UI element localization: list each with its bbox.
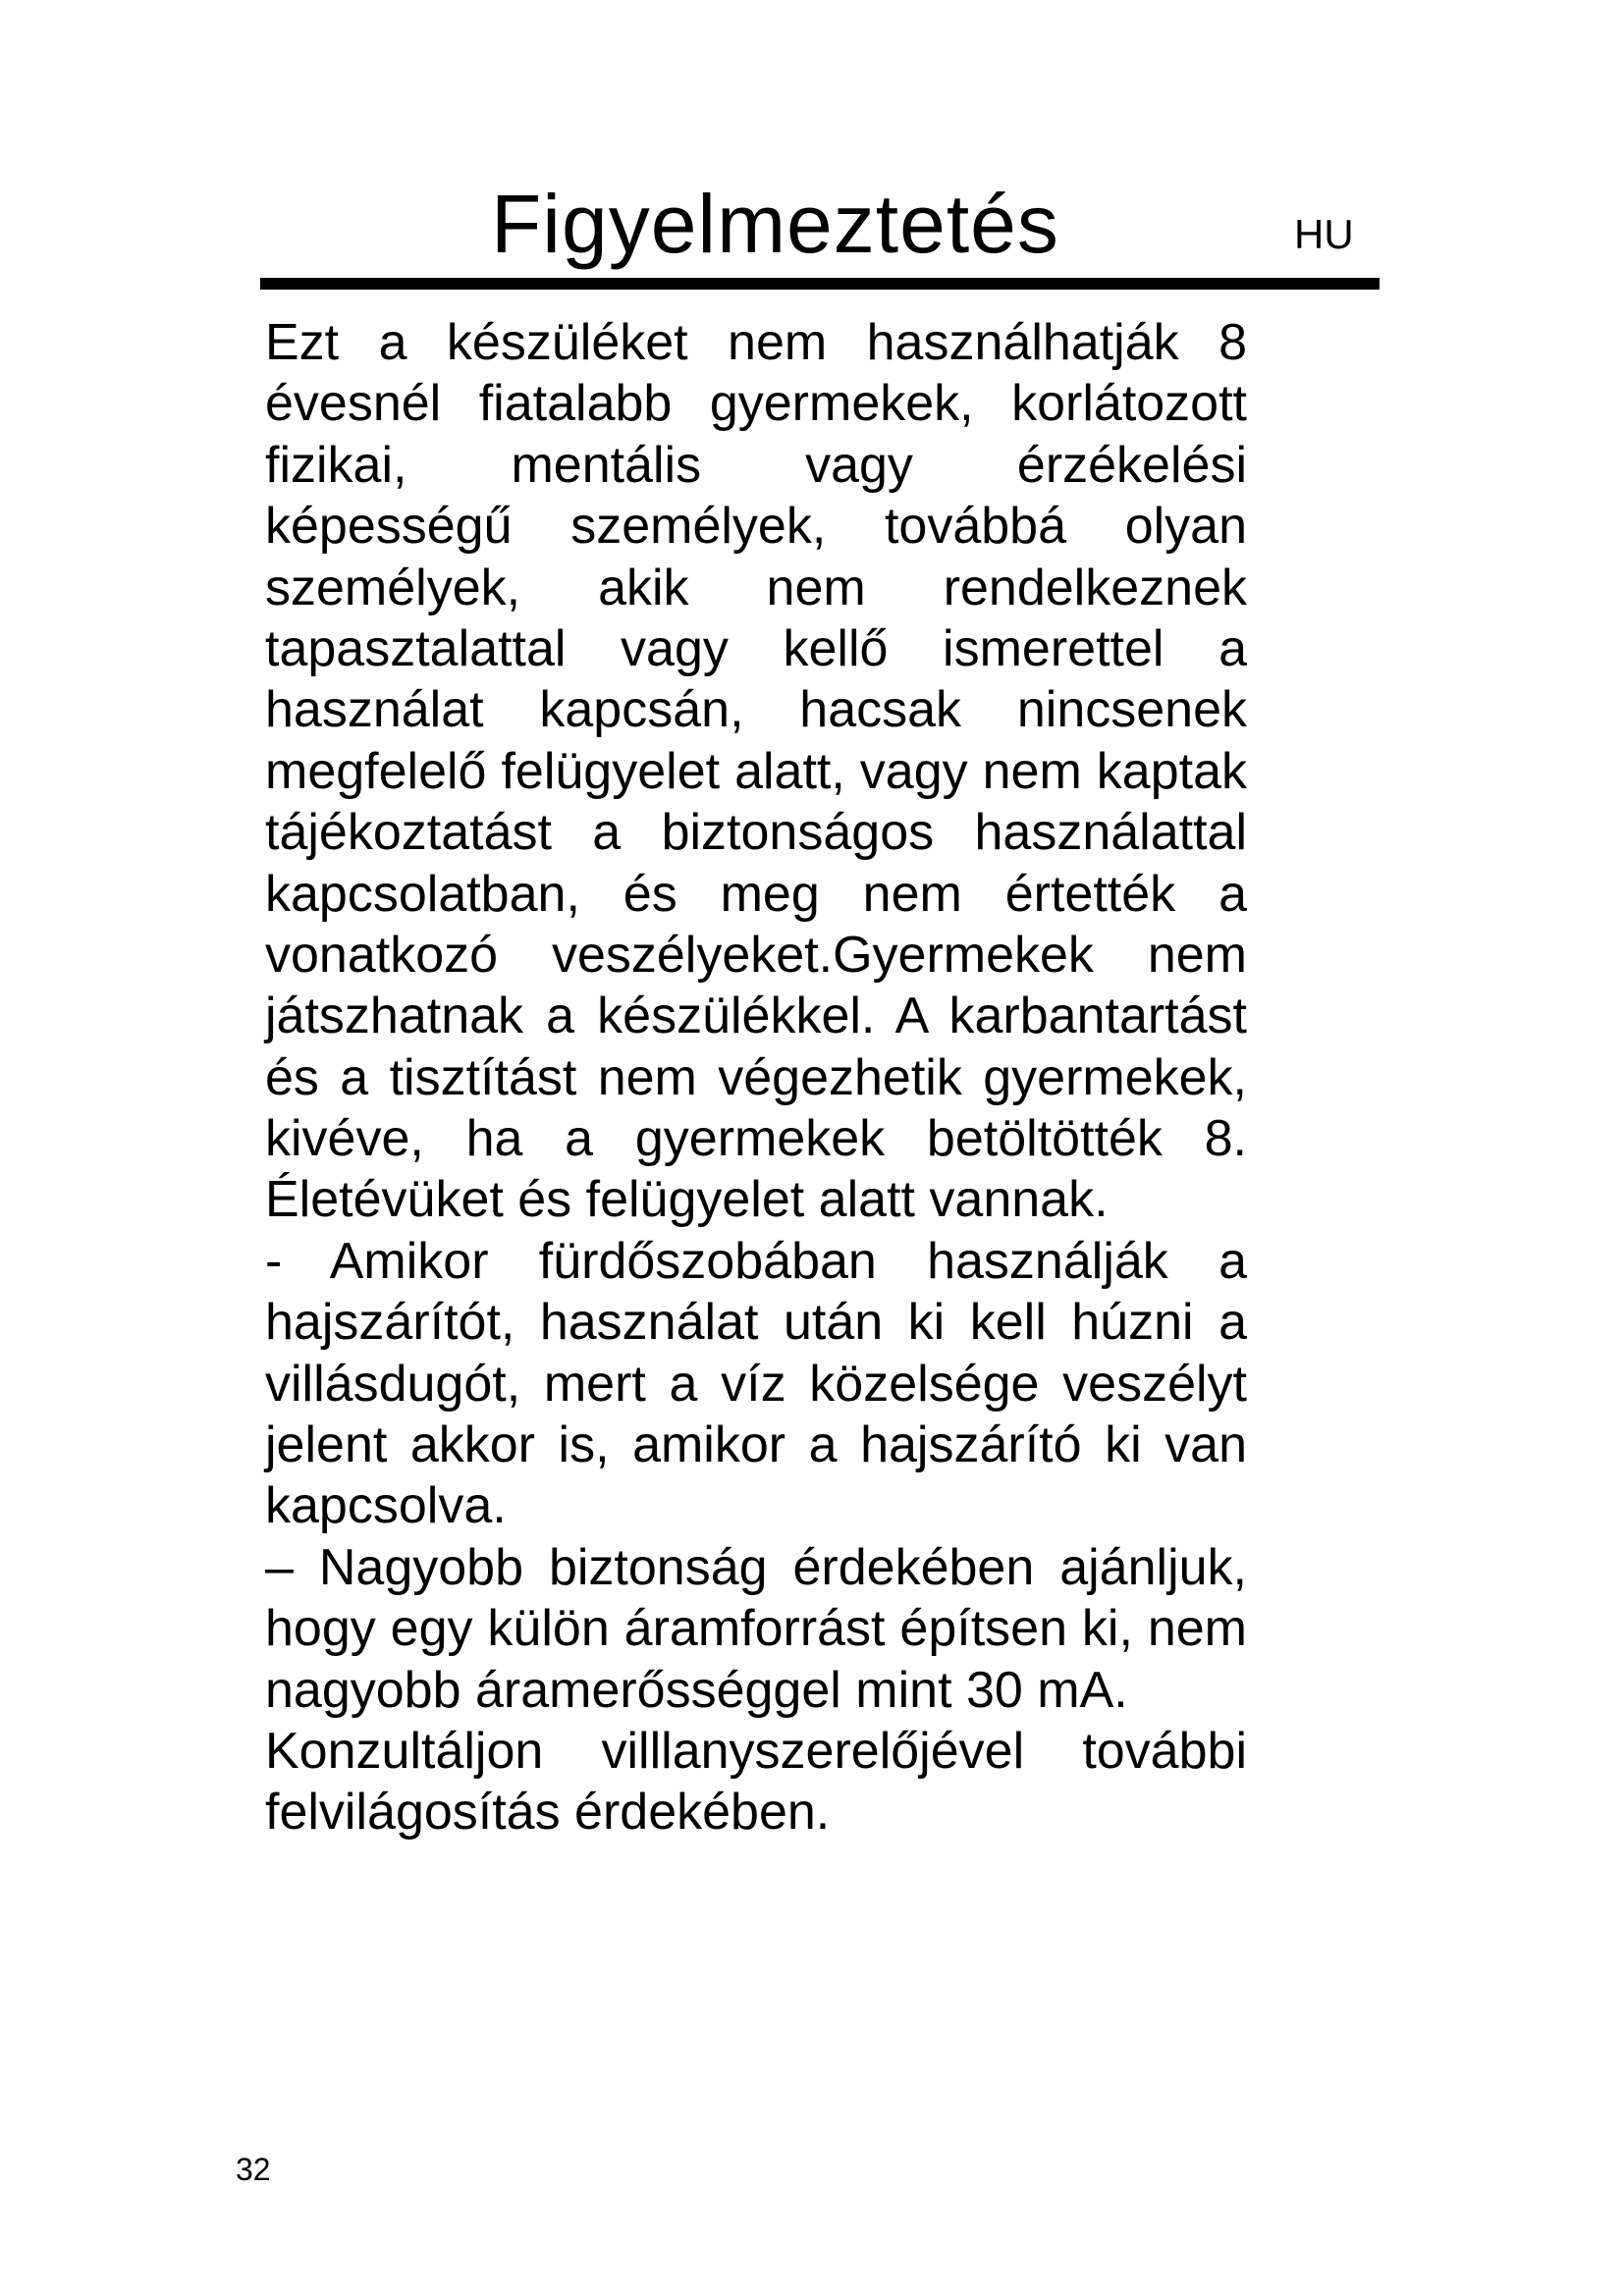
text-line: fizikai, mentális vagy érzékelési (265, 436, 1247, 494)
text-line: tapasztalattal vagy kellő ismerettel a (265, 619, 1247, 677)
text-line: kapcsolva. (265, 1477, 507, 1535)
text-line: tájékoztatást a biztonságos használattal (265, 804, 1247, 862)
text-line: személyek, akik nem rendelkeznek (265, 559, 1247, 616)
text-line: vonatkozó veszélyeket.Gyermekek nem (265, 926, 1247, 984)
page-title: Figyelmeztetés (491, 178, 1059, 270)
text-line: és a tisztítást nem végezhetik gyermekek, (265, 1048, 1247, 1106)
text-line: játszhatnak a készülékkel. A karbantartást (265, 988, 1247, 1045)
page-number: 32 (236, 2152, 271, 2187)
text-line: képességű személyek, továbbá olyan (265, 498, 1247, 556)
text-line: megfelelő felügyelet alatt, vagy nem kaptak (265, 742, 1247, 800)
title-underline-divider (260, 278, 1380, 290)
text-line: kivéve, ha a gyermekek betöltötték 8. (265, 1110, 1247, 1168)
text-line: nagyobb áramerősséggel mint 30 mA. (265, 1661, 1128, 1719)
text-line: évesnél fiatalabb gyermekek, korlátozott (265, 375, 1247, 433)
text-line: hogy egy külön áramforrást építsen ki, nem (265, 1600, 1247, 1658)
text-line: Ezt a készüléket nem használhatják 8 (265, 314, 1247, 371)
text-line: Életévüket és felügyelet alatt vannak. (265, 1171, 1109, 1229)
text-line: hajszárítót, használat után ki kell húzni a (265, 1294, 1247, 1352)
text-line: használat kapcsán, hacsak nincsenek (265, 681, 1247, 739)
warning-body-text (265, 312, 1247, 1843)
text-line: Konzultáljon villlanyszerelőjével további (265, 1722, 1247, 1780)
text-line: villásdugót, mert a víz közelsége veszélyt (265, 1355, 1247, 1413)
text-line: – Nagyobb biztonság érdekében ajánljuk, (265, 1538, 1247, 1596)
text-line: kapcsolatban, és meg nem értették a (265, 865, 1247, 923)
text-line: - Amikor fürdőszobában használják a (265, 1232, 1247, 1290)
language-code: HU (1294, 211, 1354, 257)
text-line: felvilágosítás érdekében. (265, 1784, 831, 1842)
text-line: jelent akkor is, amikor a hajszárító ki van (265, 1416, 1247, 1474)
